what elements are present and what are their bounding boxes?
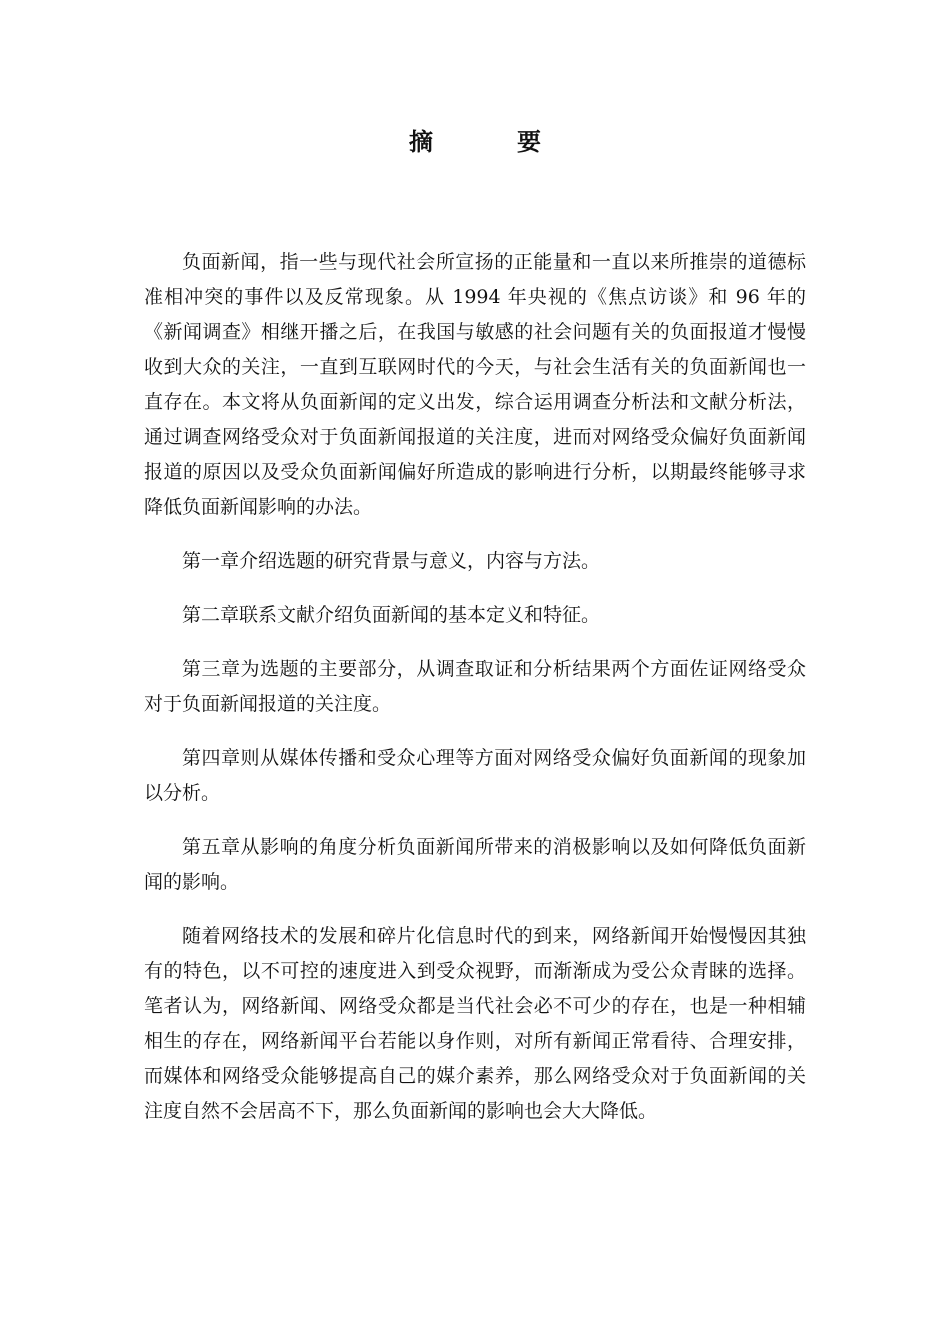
paragraph-conclusion: 随着网络技术的发展和碎片化信息时代的到来，网络新闻开始慢慢因其独有的特色，以不可控的速度进入到受众视野，而渐渐成为受公众青睐的选择。笔者认为，网络新闻、网络受众都是当代社会必不可少的存在，也是一种相辅相生的存在，网络新闻平台若能以身作则，对所有新闻正常看待、合理安排，而媒体和网络受众能够提高自己的媒介素养，那么网络受众对于负面新闻的关注度自然不会居高不下，那么负面新闻的影响也会大大降低。: [144, 925, 806, 1122]
abstract-body: [144, 245, 806, 1148]
page-title: 摘 要: [409, 128, 571, 156]
paragraph-chapter-2: 第二章联系文献介绍负面新闻的基本定义和特征。: [182, 604, 601, 626]
paragraph-intro: 负面新闻，指一些与现代社会所宣扬的正能量和一直以来所推崇的道德标准相冲突的事件以及反常现象。从 1994 年央视的《焦点访谈》和 96 年的《新闻调查》相继开播之后，在我国与敏感的社会问题有关的负面报道才慢慢收到大众的关注，一直到互联网时代的今天，与社会生活有关的负面新闻也一直存在。本文将从负面新闻的定义出发，综合运用调查分析法和文献分析法，通过调查网络受众对于负面新闻报道的关注度，进而对网络受众偏好负面新闻报道的原因以及受众负面新闻偏好所造成的影响进行分析，以期最终能够寻求降低负面新闻影响的办法。: [144, 251, 806, 518]
paragraph-chapter-5: 第五章从影响的角度分析负面新闻所带来的消极影响以及如何降低负面新闻的影响。: [144, 836, 806, 893]
paragraph-chapter-3: 第三章为选题的主要部分，从调查取证和分析结果两个方面佐证网络受众对于负面新闻报道的关注度。: [144, 658, 806, 715]
paragraph-chapter-4: 第四章则从媒体传播和受众心理等方面对网络受众偏好负面新闻的现象加以分析。: [144, 747, 806, 804]
paragraph-chapter-1: 第一章介绍选题的研究背景与意义，内容与方法。: [182, 550, 601, 572]
